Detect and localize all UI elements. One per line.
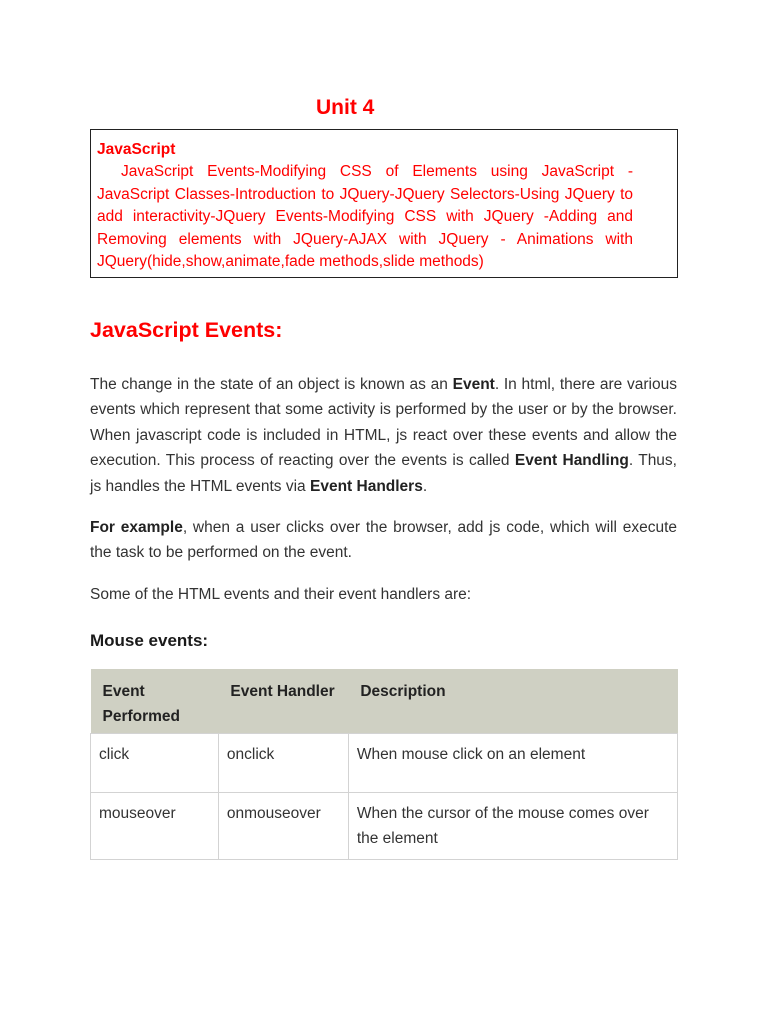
table-header-event-performed: Event Performed <box>91 669 219 733</box>
intro-bold-event-handling: Event Handling <box>514 452 629 470</box>
table-header-row <box>91 669 678 733</box>
unit-title: Unit 4 <box>316 96 375 119</box>
table-header-description: Description <box>348 669 677 733</box>
intro-text-1: The change in the state of an object is known as an <box>90 376 453 393</box>
table-cell-handler: onclick <box>218 733 348 792</box>
syllabus-heading: JavaScript <box>97 141 176 158</box>
example-paragraph <box>90 515 677 566</box>
example-text: , when a user clicks over the browser, add js code, which will execute the task to be performed on the event. <box>90 519 677 562</box>
example-bold: For example <box>90 519 183 536</box>
table-row <box>91 792 678 859</box>
table-cell-description: When mouse click on an element <box>348 733 677 792</box>
intro-text-3: . Thus, js handles the HTML events via <box>90 452 677 495</box>
table-cell-event: click <box>91 733 219 792</box>
mouse-events-title: Mouse events: <box>90 631 209 650</box>
events-list-intro: Some of the HTML events and their event handlers are: <box>90 586 472 603</box>
section-title: JavaScript Events: <box>90 318 283 342</box>
intro-bold-event: Event <box>452 376 495 393</box>
intro-paragraph <box>90 372 677 499</box>
syllabus-body: JavaScript Events-Modifying CSS of Elements using JavaScript -JavaScript Classes-Introduction to JQuery-JQuery Selectors-Using JQuery to add interactivity-JQuery Events-Modifying CSS with JQuery -Adding and Removing elements with JQuery-AJAX with JQuery - Animations with JQuery(hide,show,animate,fade methods,slide methods) <box>97 163 633 271</box>
table-header-event-handler: Event Handler <box>218 669 348 733</box>
intro-text-4: . <box>422 477 428 495</box>
table-row <box>91 733 678 792</box>
syllabus-box <box>90 129 678 278</box>
intro-text-2: . In html, there are various events which represent that some activity is performed by the user or by the browser. When javascript code is included in HTML, js react over these events and allow the execution. This process of reacting over the events is called <box>90 376 677 470</box>
mouse-events-table <box>90 669 678 860</box>
table-cell-handler: onmouseover <box>218 792 348 859</box>
intro-bold-event-handlers: Event Handlers <box>309 477 423 495</box>
table-cell-event: mouseover <box>91 792 219 859</box>
table-cell-description: When the cursor of the mouse comes over the element <box>348 792 677 859</box>
